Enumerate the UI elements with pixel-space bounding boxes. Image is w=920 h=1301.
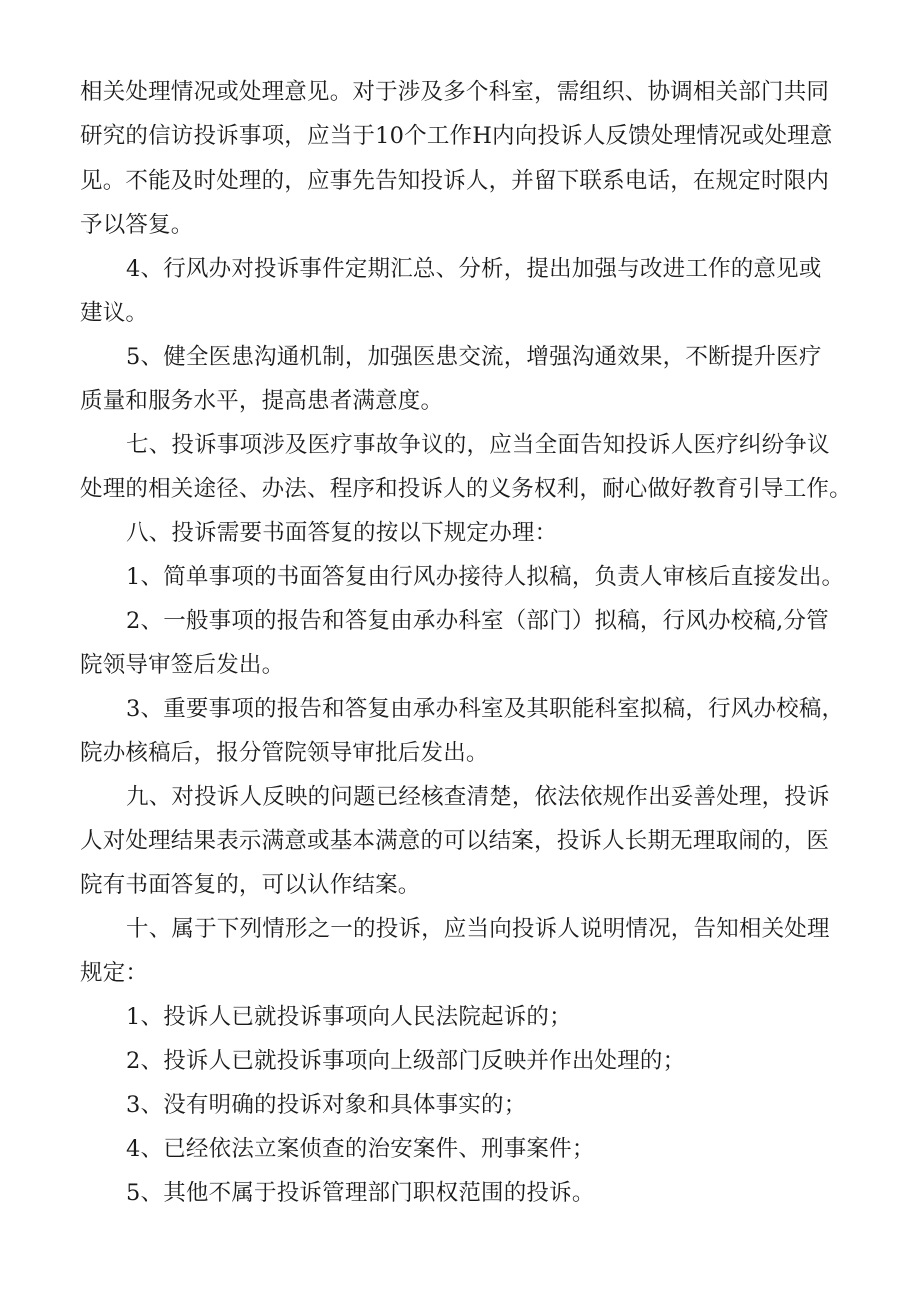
text-line: 研究的信访投诉事项，应当于10个工作H内向投诉人反馈处理情况或处理意 <box>80 123 833 149</box>
text-line: 5、健全医患沟通机制，加强医患交流，增强沟通效果，不断提升医疗 <box>126 344 822 370</box>
text-line: 建议。 <box>80 300 149 326</box>
text-line: 3、没有明确的投诉对象和具体事实的； <box>126 1092 527 1118</box>
text-line: 人对处理结果表示满意或基本满意的可以结案，投诉人长期无理取闹的，医 <box>80 828 830 854</box>
text-line: 1、简单事项的书面答复由行风办接待人拟稿，负责人审核后直接发出。 <box>126 564 845 590</box>
text-line: 1、投诉人已就投诉事项向人民法院起诉的； <box>126 1004 572 1030</box>
text-line: 5、其他不属于投诉管理部门职权范围的投诉。 <box>126 1180 595 1206</box>
text-line: 规定： <box>80 960 149 986</box>
text-line: 院办核稿后，报分管院领导审批后发出。 <box>80 740 489 766</box>
text-line: 处理的相关途径、办法、程序和投诉人的义务权利，耐心做好教育引导工作。 <box>80 476 852 502</box>
text-line: 十、属于下列情形之一的投诉，应当向投诉人说明情况，告知相关处理 <box>126 916 830 942</box>
text-line: 3、重要事项的报告和答复由承办科室及其职能科室拟稿，行风办校稿， <box>126 696 845 722</box>
text-line: 院有书面答复的，可以认作结案。 <box>80 872 421 898</box>
text-line: 4、已经依法立案侦查的治安案件、刑事案件； <box>126 1136 595 1162</box>
text-line: 质量和服务水平，提高患者满意度。 <box>80 388 444 414</box>
text-line: 九、对投诉人反映的问题已经核查清楚，依法依规作出妥善处理，投诉 <box>126 784 830 810</box>
text-line: 2、一般事项的报告和答复由承办科室（部门）拟稿，行风办校稿,分管 <box>126 608 829 634</box>
text-line: 予以答复。 <box>80 212 194 238</box>
text-line: 4、行风办对投诉事件定期汇总、分析，提出加强与改进工作的意见或 <box>126 256 822 282</box>
text-line: 见。不能及时处理的，应事先告知投诉人，并留下联系电话，在规定时限内 <box>80 168 830 194</box>
text-line: 相关处理情况或处理意见。对于涉及多个科室，需组织、协调相关部门共同 <box>80 79 830 105</box>
text-line: 院领导审签后发出。 <box>80 652 285 678</box>
text-line: 2、投诉人已就投诉事项向上级部门反映并作出处理的； <box>126 1048 686 1074</box>
text-line: 八、投诉需要书面答复的按以下规定办理： <box>126 520 558 546</box>
text-line: 七、投诉事项涉及医疗事故争议的，应当全面告知投诉人医疗纠纷争议 <box>126 432 830 458</box>
